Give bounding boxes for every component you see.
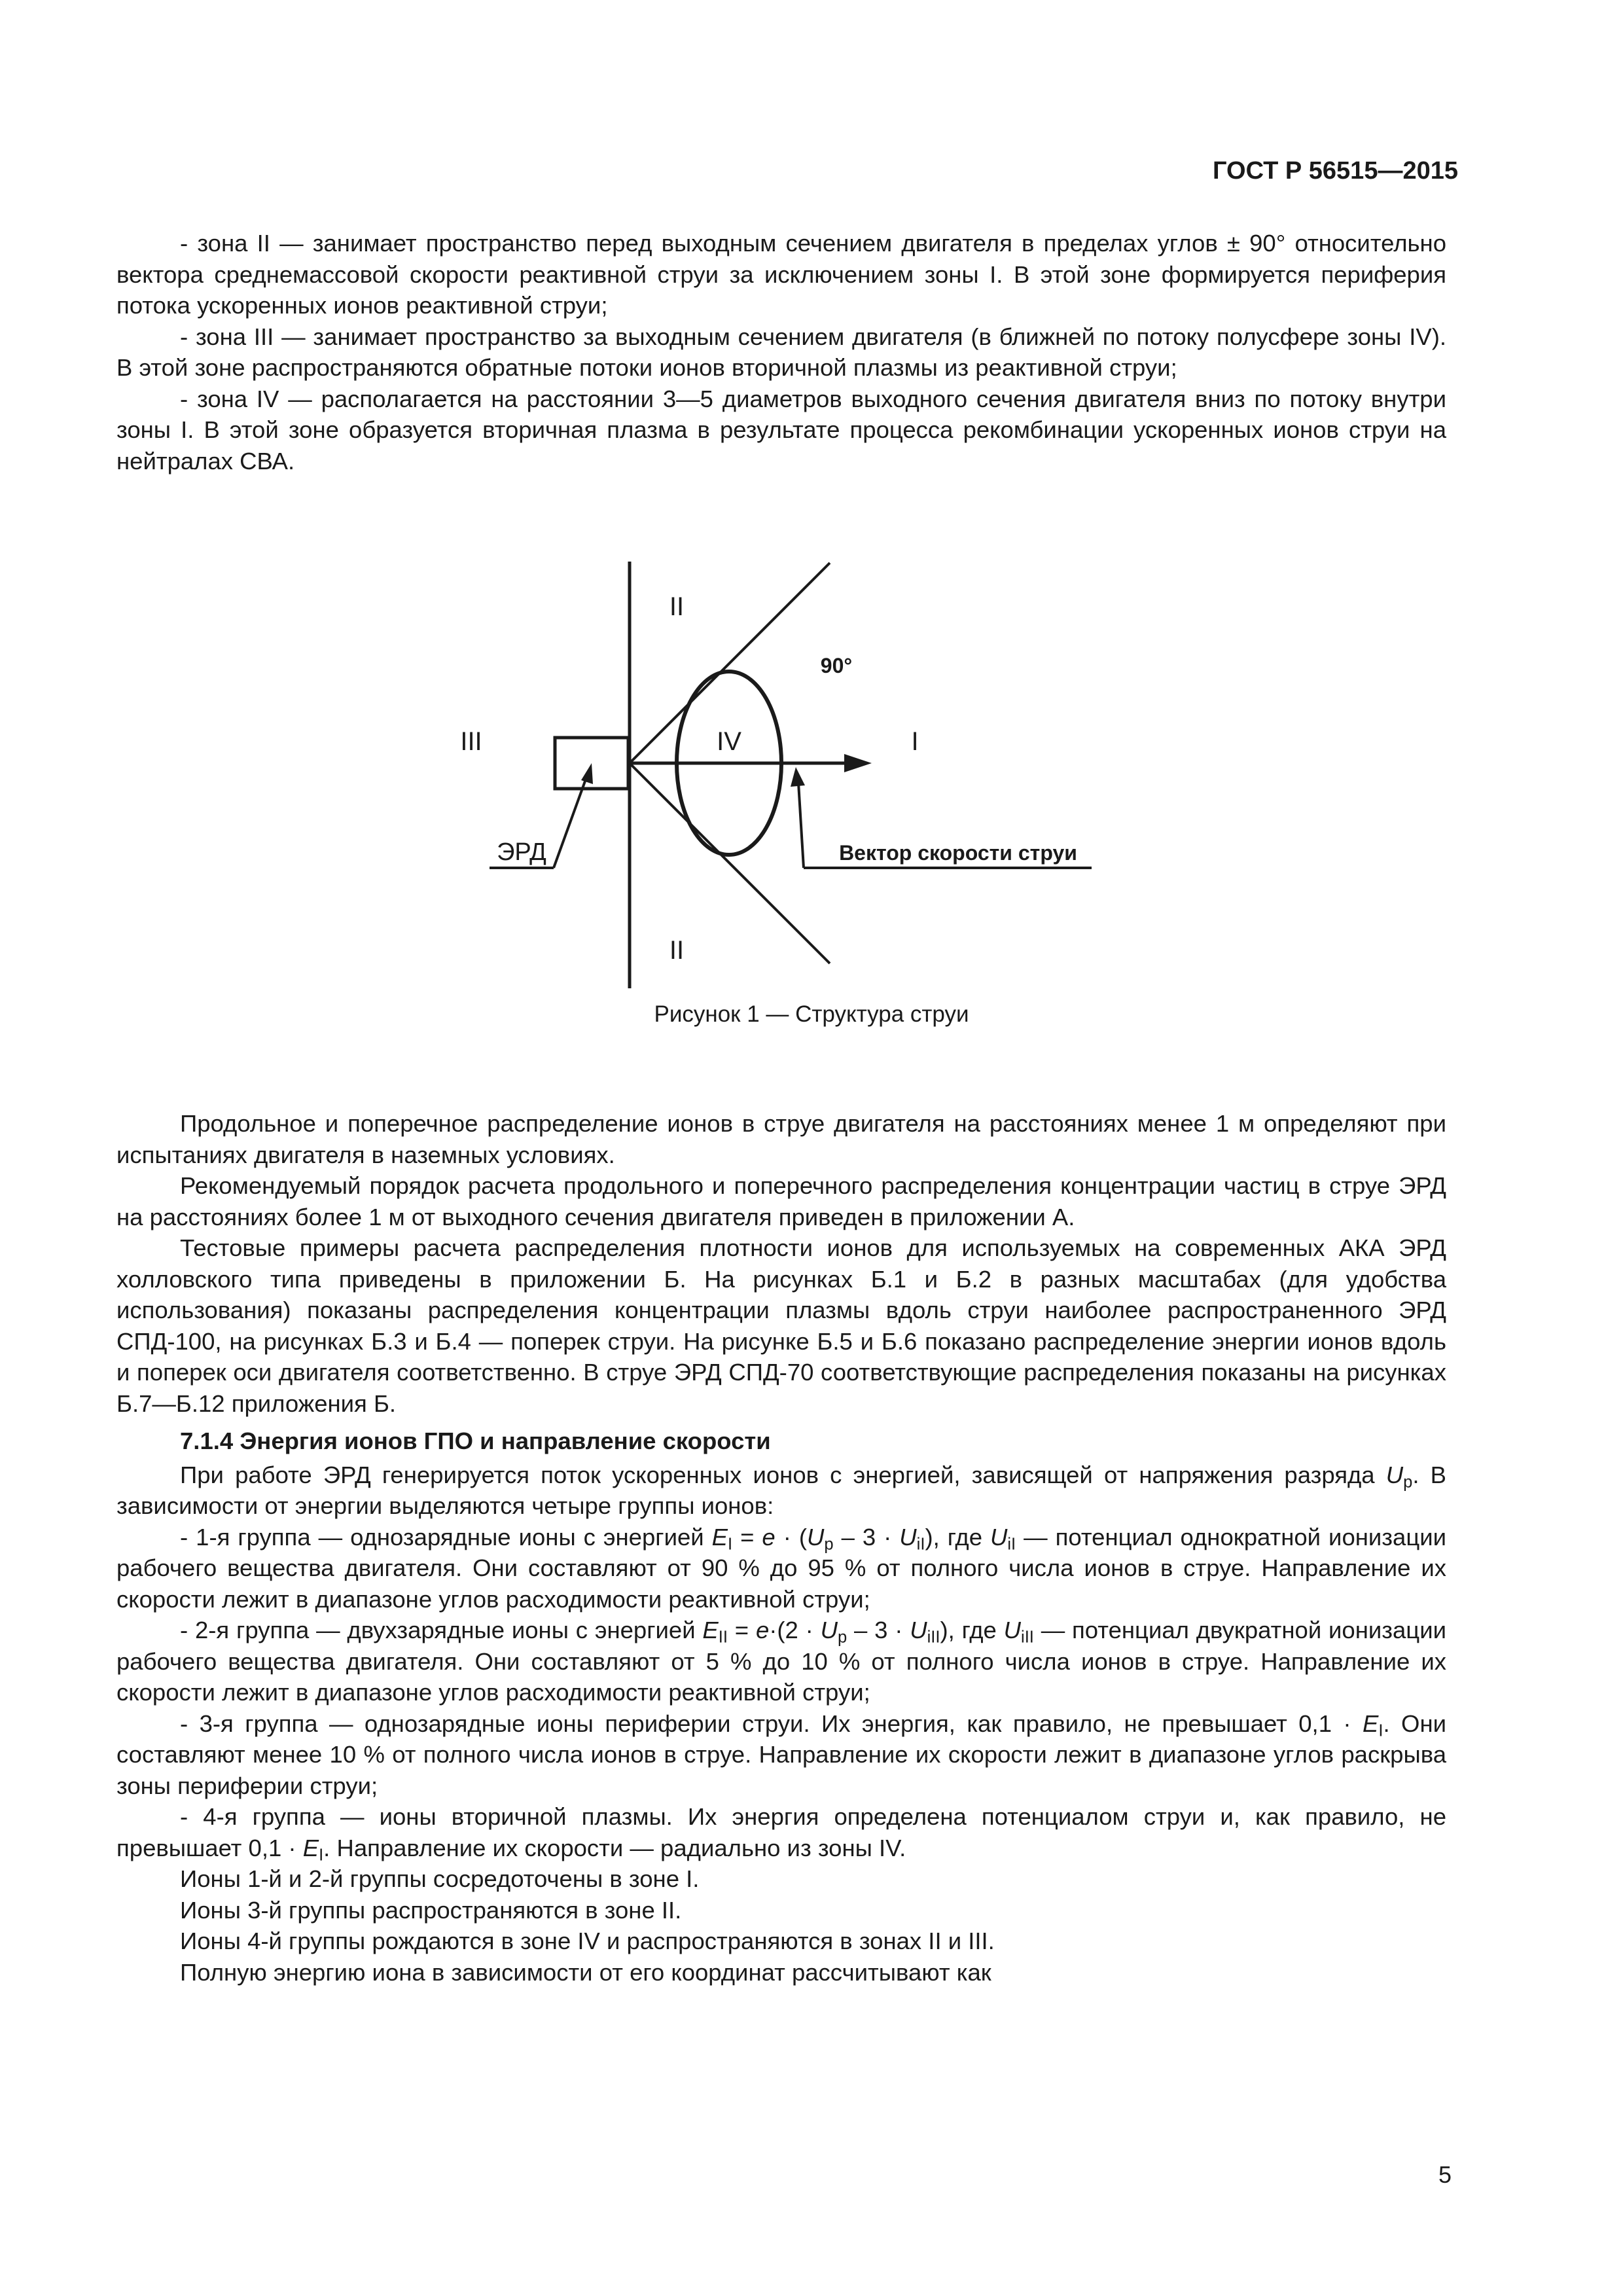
zone-iii-paragraph: - зона III — занимает пространство за выходным сечением двигателя (в ближней по потоку полусфере зоны IV). В этой зоне распространяются обратные потоки ионов вторичной плазмы из реактивной струи; [116, 323, 1446, 381]
zone-label-bottom: II [669, 936, 685, 965]
velocity-vector-arrowhead [844, 754, 872, 772]
paragraph: Ионы 3-й группы распространяются в зоне II. [180, 1896, 682, 1924]
zone-label-center: IV [717, 727, 741, 756]
zone-label-left: III [460, 727, 482, 756]
engine-leader-line [554, 778, 586, 868]
page-number: 5 [1438, 2161, 1452, 2188]
jet-structure-diagram [0, 550, 1623, 1060]
figure-jet-structure [0, 550, 1623, 1060]
group-2-paragraph: - 2-я группа — двухзарядные ионы с энергией $E_{II} = e\cdot(2 \cdot U_p - 3 \cdot U_{iII})$, где $U_{iII}$ — потенциал двукратной ионизации рабочего вещества двигателя. Они составляют от 5 % до 10 % от полного числа ионов в струе. Направление их скорости лежит в диапазоне углов расходимости реактивной струи; [116, 1617, 1446, 1706]
angle-label: 90° [820, 654, 853, 677]
figure-caption: Рисунок 1 — Структура струи [654, 1001, 969, 1027]
document-code: ГОСТ Р 56515—2015 [1213, 157, 1458, 185]
group-1-paragraph: - 1-я группа — однозарядные ионы с энергией $E_I = e \cdot (U_p - 3 \cdot U_{iI})$, где $U_{iI}$ — потенциал однократной ионизации рабочего вещества двигателя. Они составляют от 90 % до 95 % от полного числа ионов в струе. Направление их скорости лежит в диапазоне углов расходимости реактивной струи; [116, 1523, 1447, 1613]
zone-iv-paragraph: - зона IV — располагается на расстоянии 3—5 диаметров выходного сечения двигателя вниз по потоку внутри зоны I. В этой зоне образуется вторичная плазма в результате процесса рекомбинации ускоренных ионов струи на нейтралах СВА. [116, 385, 1446, 475]
zone-descriptions [116, 228, 1446, 476]
vector-leader-line [798, 783, 804, 868]
intro-paragraph: При работе ЭРД генерируется поток ускоренных ионов с энергией, зависящей от напряжения разряда $U_p$. В зависимости от энергии выделяются четыре группы ионов: [116, 1461, 1446, 1519]
zone-label-right: I [911, 727, 919, 756]
paragraph: Ионы 1-й и 2-й группы сосредоточены в зоне I. [180, 1865, 700, 1892]
paragraph: Ионы 4-й группы рождаются в зоне IV и распространяются в зонах II и III. [180, 1928, 995, 1954]
group-4-paragraph: - 4-я группа — ионы вторичной плазмы. Их энергия определена потенциалом струи и, как правило, не превышает $0,1 \cdot E_I$. Направление их скорости — радиально из зоны IV. [116, 1803, 1446, 1864]
paragraph: Полную энергию иона в зависимости от его координат рассчитывают как [180, 1958, 991, 1986]
section-heading: 7.1.4 Энергия ионов ГПО и направление скорости [180, 1427, 771, 1454]
paragraph: Тестовые примеры расчета распределения плотности ионов для используемых на современных АКА ЭРД холловского типа приведены в приложении Б. На рисунках Б.1 и Б.2 в разных масштабах (для удобства использования) показаны распределения концентрации плазмы вдоль струи наиболее распространенного ЭРД СПД-100, на рисунках Б.3 и Б.4 — поперек струи. На рисунке Б.5 и Б.6 показано распределение энергии ионов вдоль и поперек оси двигателя соответственно. В струе ЭРД СПД-70 соответствующие распределения показаны на рисунках Б.7—Б.12 приложения Б. [116, 1234, 1446, 1417]
zone-ii-paragraph: - зона II — занимает пространство перед выходным сечением двигателя в пределах углов ± 90° относительно вектора среднемассовой скорости реактивной струи за исключением зоны I. В этой зоне формируется периферия потока ускоренных ионов реактивной струи; [116, 230, 1446, 319]
vector-label: Вектор скорости струи [839, 841, 1077, 865]
main-text [116, 1108, 1446, 1988]
engine-leader-arrowhead [581, 763, 593, 784]
paragraph: Продольное и поперечное распределение ионов в струе двигателя на расстояниях менее 1 м определяют при испытаниях двигателя в наземных условиях. [116, 1110, 1446, 1168]
group-3-paragraph: - 3-я группа — однозарядные ионы периферии струи. Их энергия, как правило, не превышает $0,1 \cdot E_I$. Они составляют менее 10 % от полного числа ионов в струе. Направление их скорости лежит в диапазоне углов раскрыва зоны периферии струи; [116, 1710, 1446, 1799]
vector-leader-arrowhead [791, 767, 805, 787]
engine-label: ЭРД [497, 838, 546, 866]
zone-label-top: II [669, 592, 685, 621]
paragraph: Рекомендуемый порядок расчета продольного и поперечного распределения концентрации частиц в струе ЭРД на расстояниях более 1 м от выходного сечения двигателя приведен в приложении А. [116, 1172, 1446, 1230]
